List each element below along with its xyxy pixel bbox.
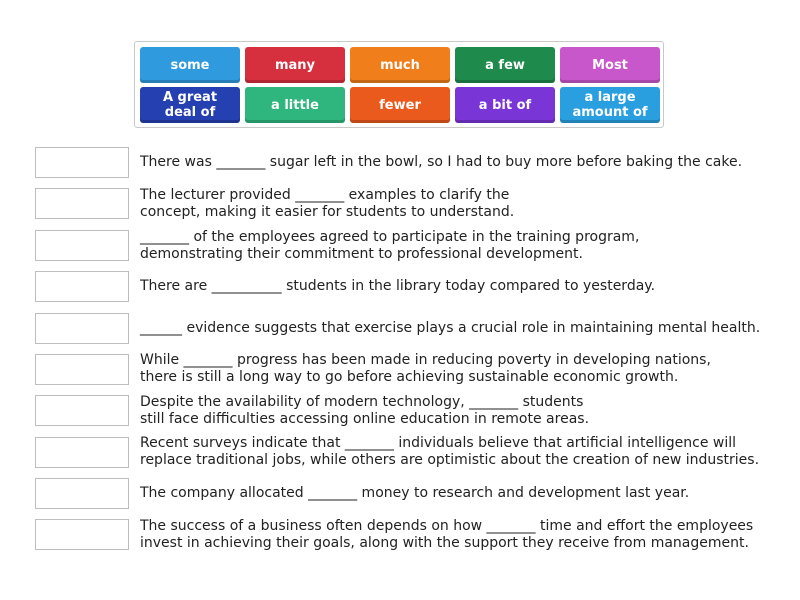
tile-a-little[interactable]: a little	[245, 87, 345, 123]
tile-many[interactable]: many	[245, 47, 345, 83]
sentence-2: The lecturer provided _______ examples to clarify the concept, making it easier for students to understand.	[140, 187, 515, 220]
answer-drop-zone-6[interactable]	[35, 354, 129, 385]
tile-a-large-amount-of[interactable]: a large amount of	[560, 87, 660, 123]
sentence-7: Despite the availability of modern technology, _______ students still face difficulties accessing online education in remote areas.	[140, 394, 590, 427]
answer-drop-zone-10[interactable]	[35, 519, 129, 550]
tile-a-few[interactable]: a few	[455, 47, 555, 83]
answer-drop-zone-4[interactable]	[35, 271, 129, 302]
answer-drop-zone-3[interactable]	[35, 230, 129, 261]
answer-drop-zone-1[interactable]	[35, 147, 129, 178]
tile-a-great-deal-of[interactable]: A great deal of	[140, 87, 240, 123]
answer-drop-zone-9[interactable]	[35, 478, 129, 509]
answer-drop-zone-8[interactable]	[35, 437, 129, 468]
tile-most[interactable]: Most	[560, 47, 660, 83]
sentence-4: There are __________ students in the library today compared to yesterday.	[140, 278, 656, 294]
sentence-5: ______ evidence suggests that exercise plays a crucial role in maintaining mental health.	[140, 320, 761, 336]
sentence-8: Recent surveys indicate that _______ individuals believe that artificial intelligence will replace traditional jobs, while others are optimistic about the creation of new industries.	[140, 435, 760, 468]
sentence-3: _______ of the employees agreed to participate in the training program, demonstrating their commitment to professional development.	[140, 229, 640, 262]
tile-some[interactable]: some	[140, 47, 240, 83]
answer-drop-zone-7[interactable]	[35, 395, 129, 426]
sentence-9: The company allocated _______ money to research and development last year.	[140, 485, 690, 501]
answer-drop-zone-2[interactable]	[35, 188, 129, 219]
sentence-10: The success of a business often depends on how _______ time and effort the employees invest in achieving their goals, along with the support they receive from management.	[140, 518, 754, 551]
tile-much[interactable]: much	[350, 47, 450, 83]
sentence-1: There was _______ sugar left in the bowl, so I had to buy more before baking the cake.	[140, 154, 743, 170]
word-bank	[134, 41, 664, 128]
answer-drop-zone-5[interactable]	[35, 313, 129, 344]
sentence-6: While _______ progress has been made in reducing poverty in developing nations, there is still a long way to go before achieving sustainable economic growth.	[140, 352, 711, 385]
tile-a-bit-of[interactable]: a bit of	[455, 87, 555, 123]
tile-fewer[interactable]: fewer	[350, 87, 450, 123]
